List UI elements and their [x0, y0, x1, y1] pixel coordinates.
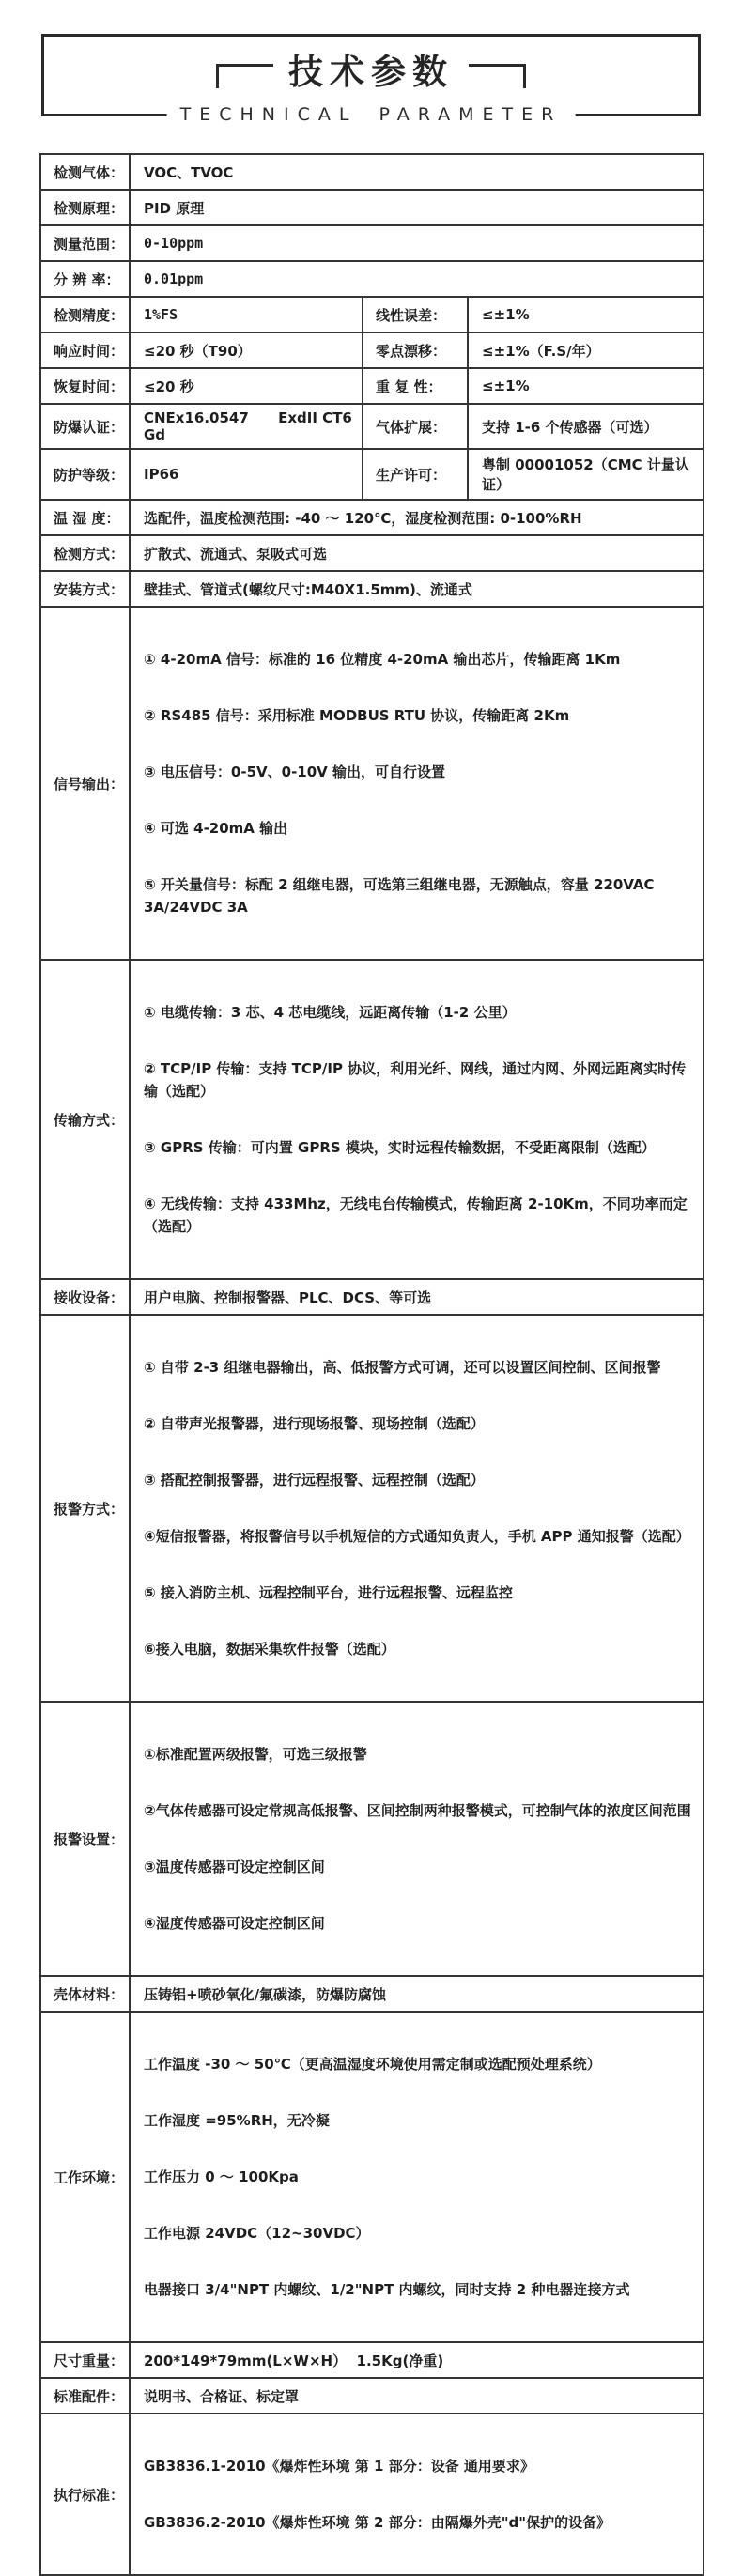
param-value: PID 原理	[130, 190, 703, 225]
header-box	[41, 34, 701, 125]
value-line: ② TCP/IP 传输：支持 TCP/IP 协议，利用光纤、网线，通过内网、外网远距离实时传输（选配）	[144, 1060, 687, 1100]
table-row	[40, 190, 703, 225]
param-label: 检测方式：	[40, 535, 130, 571]
param-value: 说明书、合格证、标定罩	[130, 2378, 703, 2414]
value-line: GB3836.1-2010《爆炸性环境 第 1 部分：设备 通用要求》	[144, 2458, 534, 2475]
value-line: 电器接口 3/4"NPT 内螺纹、1/2"NPT 内螺纹，同时支持 2 种电器连接方式	[144, 2281, 630, 2298]
value-line: ③ 搭配控制报警器，进行远程报警、远程控制（选配）	[144, 1472, 485, 1489]
value-line: ①标准配置两级报警，可选三级报警	[144, 1746, 367, 1763]
table-row	[40, 1279, 703, 1315]
param-value	[130, 607, 703, 960]
param-value: 粤制 00001052（CMC 计量认证）	[468, 449, 703, 500]
param-value: 200*149*79mm(L×W×H） 1.5Kg(净重)	[130, 2342, 703, 2378]
param-value	[130, 1702, 703, 1976]
table-row	[40, 2342, 703, 2378]
table-row	[40, 225, 703, 261]
param-value	[130, 2414, 703, 2575]
value-line: ⑤ 开关量信号：标配 2 组继电器，可选第三组继电器，无源触点，容量 220VAC 3A/24VDC 3A	[144, 876, 659, 916]
table-row	[40, 1315, 703, 1702]
value-line: 工作湿度 =95%RH，无冷凝	[144, 2112, 330, 2129]
title-bracket-left-decoration	[216, 64, 273, 88]
param-value	[130, 2012, 703, 2342]
title-bracket-right-decoration	[469, 64, 526, 88]
param-value: ≤±1%	[468, 297, 703, 332]
value-line: ① 电缆传输：3 芯、4 芯电缆线，远距离传输（1-2 公里）	[144, 1004, 517, 1021]
value-line: ① 4-20mA 信号：标准的 16 位精度 4-20mA 输出芯片，传输距离 1Km	[144, 651, 621, 668]
param-value: VOC、TVOC	[130, 154, 703, 190]
table-row	[40, 404, 703, 449]
param-value: ≤±1%	[468, 368, 703, 404]
param-label: 报警设置：	[40, 1702, 130, 1976]
value-line: ④短信报警器，将报警信号以手机短信的方式通知负责人，手机 APP 通知报警（选配）	[144, 1528, 690, 1545]
param-value: 壁挂式、管道式(螺纹尺寸:M40X1.5mm)、流通式	[130, 571, 703, 607]
param-label: 响应时间：	[40, 332, 130, 368]
table-row	[40, 2378, 703, 2414]
page-subtitle: TECHNICAL PARAMETER	[167, 104, 576, 125]
param-label: 工作环境：	[40, 2012, 130, 2342]
param-value: 0.01ppm	[130, 261, 703, 297]
param-label: 线性误差：	[363, 297, 468, 332]
param-value: IP66	[130, 449, 363, 500]
table-row	[40, 368, 703, 404]
param-label: 检测精度：	[40, 297, 130, 332]
table-row	[40, 2012, 703, 2342]
param-value: 选配件，温度检测范围: -40 ～ 120℃，湿度检测范围: 0-100%RH	[130, 500, 703, 535]
table-row	[40, 535, 703, 571]
value-line: ⑥接入电脑，数据采集软件报警（选配）	[144, 1641, 395, 1658]
value-line: ②气体传感器可设定常规高低报警、区间控制两种报警模式，可控制气体的浓度区间范围	[144, 1802, 691, 1819]
param-value: 1%FS	[130, 297, 363, 332]
table-row	[40, 449, 703, 500]
param-value: ≤20 秒（T90）	[130, 332, 363, 368]
param-value: 扩散式、流通式、泵吸式可选	[130, 535, 703, 571]
param-value: 支持 1-6 个传感器（可选）	[468, 404, 703, 449]
param-value: 0-10ppm	[130, 225, 703, 261]
table-row	[40, 297, 703, 332]
param-label: 安装方式：	[40, 571, 130, 607]
value-line: ② 自带声光报警器，进行现场报警、现场控制（选配）	[144, 1415, 485, 1432]
param-label: 尺寸重量：	[40, 2342, 130, 2378]
param-value: ≤±1%（F.S/年）	[468, 332, 703, 368]
param-label: 气体扩展：	[363, 404, 468, 449]
title-row	[44, 52, 698, 93]
param-label: 温 湿 度：	[40, 500, 130, 535]
value-line: ④ 无线传输：支持 433Mhz，无线电台传输模式，传输距离 2-10Km，不同功率而定（选配）	[144, 1195, 688, 1235]
param-label: 信号输出：	[40, 607, 130, 960]
param-label: 零点漂移：	[363, 332, 468, 368]
param-label: 报警方式：	[40, 1315, 130, 1702]
table-row	[40, 960, 703, 1279]
param-label: 接收设备：	[40, 1279, 130, 1315]
table-row	[40, 154, 703, 190]
param-value	[130, 1315, 703, 1702]
table-row	[40, 332, 703, 368]
param-value: ≤20 秒	[130, 368, 363, 404]
table-row	[40, 261, 703, 297]
table-row	[40, 2414, 703, 2575]
param-label: 防护等级：	[40, 449, 130, 500]
table-row	[40, 1976, 703, 2012]
param-label: 壳体材料：	[40, 1976, 130, 2012]
param-value: 压铸铝+喷砂氧化/氟碳漆，防爆防腐蚀	[130, 1976, 703, 2012]
param-label: 重 复 性：	[363, 368, 468, 404]
param-value: 用户电脑、控制报警器、PLC、DCS、等可选	[130, 1279, 703, 1315]
table-row	[40, 607, 703, 960]
param-label: 标准配件：	[40, 2378, 130, 2414]
spec-table	[39, 153, 704, 2576]
param-value: CNEx16.0547 ExdII CT6 Gd	[130, 404, 363, 449]
value-line: 工作电源 24VDC（12~30VDC）	[144, 2225, 370, 2242]
table-row	[40, 1702, 703, 1976]
value-line: GB3836.2-2010《爆炸性环境 第 2 部分：由隔爆外壳"d"保护的设备》	[144, 2514, 611, 2531]
param-label: 防爆认证：	[40, 404, 130, 449]
value-line: ④ 可选 4-20mA 输出	[144, 820, 288, 837]
value-line: 工作温度 -30 ～ 50℃（更高温湿度环境使用需定制或选配预处理系统）	[144, 2056, 601, 2073]
value-line: ③ GPRS 传输：可内置 GPRS 模块，实时远程传输数据，不受距离限制（选配）	[144, 1139, 656, 1156]
param-label: 传输方式：	[40, 960, 130, 1279]
table-row	[40, 571, 703, 607]
param-label: 恢复时间：	[40, 368, 130, 404]
param-label: 检测原理：	[40, 190, 130, 225]
value-line: ① 自带 2-3 组继电器输出，高、低报警方式可调，还可以设置区间控制、区间报警	[144, 1359, 661, 1376]
value-line: ④湿度传感器可设定控制区间	[144, 1915, 325, 1932]
param-label: 检测气体：	[40, 154, 130, 190]
param-label: 执行标准：	[40, 2414, 130, 2575]
value-line: ③ 电压信号：0-5V、0-10V 输出，可自行设置	[144, 764, 446, 780]
value-line: ② RS485 信号：采用标准 MODBUS RTU 协议，传输距离 2Km	[144, 707, 570, 724]
table-row	[40, 500, 703, 535]
page	[0, 34, 742, 2576]
value-line: ⑤ 接入消防主机、远程控制平台，进行远程报警、远程监控	[144, 1584, 513, 1601]
value-line: ③温度传感器可设定控制区间	[144, 1859, 325, 1875]
param-label: 测量范围：	[40, 225, 130, 261]
value-line: 工作压力 0 ～ 100Kpa	[144, 2168, 299, 2185]
param-value	[130, 960, 703, 1279]
param-label: 生产许可：	[363, 449, 468, 500]
param-label: 分 辨 率：	[40, 261, 130, 297]
page-title: 技术参数	[288, 52, 454, 92]
